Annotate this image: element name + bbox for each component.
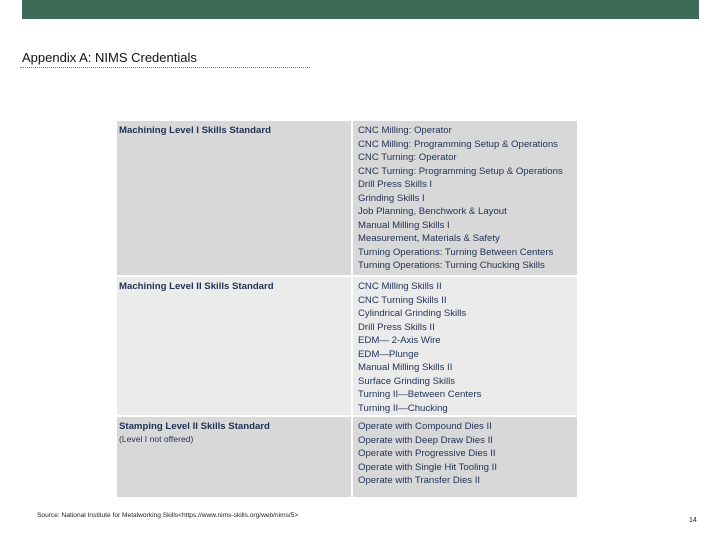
page-title: Appendix A: NIMS Credentials [22, 50, 197, 65]
credential-item: CNC Milling Skills II [358, 281, 442, 292]
title-underline [20, 67, 310, 68]
table-row [117, 276, 577, 416]
credential-item: Measurement, Materials & Safety [358, 233, 500, 244]
credentials-table [117, 121, 577, 497]
table-row [117, 121, 577, 276]
page-number: 14 [689, 517, 697, 524]
credential-item: Drill Press Skills I [358, 179, 433, 190]
level-note: (Level I not offered) [119, 434, 194, 444]
credential-item: Turning II—Chucking [358, 402, 448, 414]
credential-item: Job Planning, Benchwork & Layout [358, 206, 507, 217]
credential-item: Grinding Skills I [358, 192, 425, 204]
credential-item: CNC Turning: Programming Setup & Operations [358, 165, 563, 177]
credential-item: Drill Press Skills II [358, 321, 435, 333]
credential-item: CNC Milling: Programming Setup & Operations [358, 138, 558, 150]
credential-item: Manual Milling Skills II [358, 362, 453, 373]
level-cell [117, 121, 352, 276]
source-footnote: Source: National Institute for Metalworking Skills<https://www.nims-skills.org/web/nims/5> [37, 512, 299, 519]
header-bar [22, 0, 699, 19]
credential-item: Manual Milling Skills I [358, 219, 450, 231]
table-row [117, 416, 577, 497]
credential-item: Turning Operations: Turning Between Centers [358, 246, 554, 258]
credentials-cell [352, 276, 577, 416]
credential-item: Operate with Compound Dies II [358, 421, 492, 432]
credential-item: EDM—Plunge [358, 348, 419, 360]
level-cell [117, 416, 352, 497]
level-name: Stamping Level II Skills Standard [119, 421, 270, 432]
credentials-cell [352, 121, 577, 276]
level-name: Machining Level I Skills Standard [119, 125, 271, 136]
credential-item: Turning Operations: Turning Chucking Skills [358, 260, 545, 271]
credential-item: Cylindrical Grinding Skills [358, 308, 467, 319]
credential-item: CNC Turning: Operator [358, 152, 457, 163]
credential-item: Operate with Single Hit Tooling II [358, 461, 498, 473]
credential-item: CNC Milling: Operator [358, 125, 452, 136]
credential-item: Operate with Transfer Dies II [358, 475, 481, 486]
credential-item: Turning II—Between Centers [358, 389, 482, 400]
credential-item: Surface Grinding Skills [358, 375, 456, 387]
credential-item: EDM— 2-Axis Wire [358, 335, 441, 346]
credential-item: Operate with Deep Draw Dies II [358, 434, 493, 446]
level-cell [117, 276, 352, 416]
credentials-cell [352, 416, 577, 497]
credential-item: CNC Turning Skills II [358, 294, 447, 306]
credential-item: Operate with Progressive Dies II [358, 448, 496, 459]
level-name: Machining Level II Skills Standard [119, 281, 274, 292]
